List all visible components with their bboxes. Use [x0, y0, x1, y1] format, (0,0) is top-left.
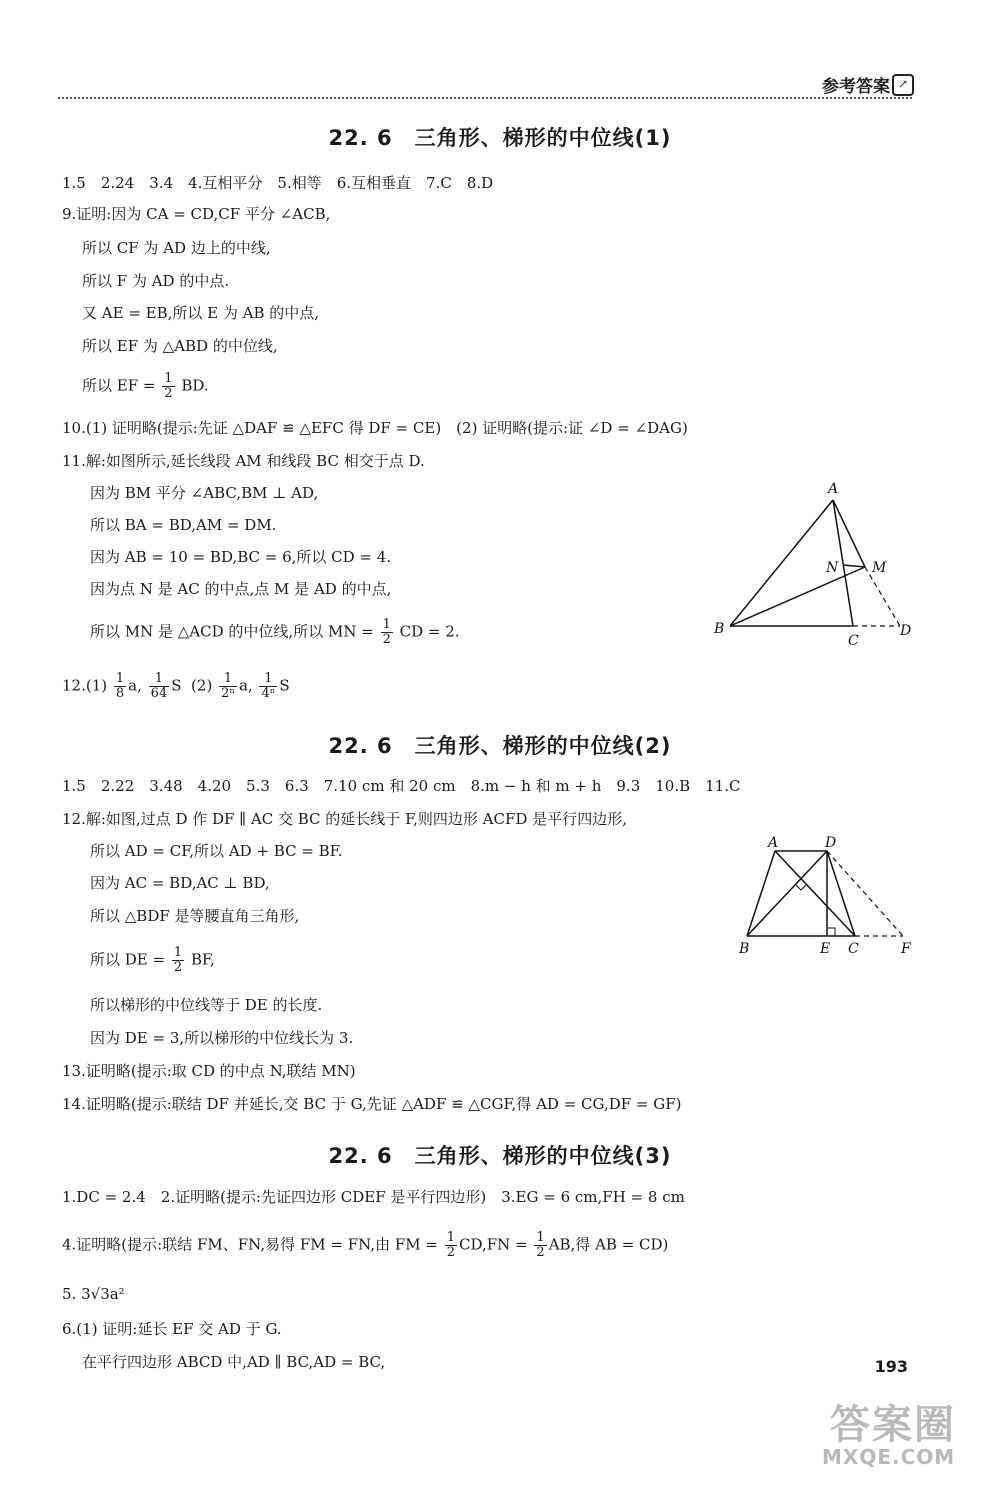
- q5-line: [62, 1283, 125, 1305]
- label-A: A: [828, 481, 839, 497]
- q9-line: 所以 CF 为 AD 边上的中线,: [82, 239, 271, 257]
- q12-line: 所以 AD = CF,所以 AD + BC = BF.: [90, 842, 343, 860]
- label-D: D: [825, 835, 837, 851]
- denominator: 2: [164, 386, 173, 401]
- denominator: 2: [446, 1245, 456, 1260]
- q13-line: 13.证明略(提示:取 CD 的中点 N,联结 MN): [62, 1062, 356, 1080]
- q12-line: 因为 AC = BD,AC ⊥ BD,: [90, 874, 270, 892]
- label-A: A: [768, 835, 779, 851]
- fraction: [445, 1231, 457, 1260]
- section-title: 22. 6 三角形、梯形的中位线(2): [328, 734, 672, 758]
- section-title: 22. 6 三角形、梯形的中位线(1): [328, 126, 672, 150]
- label-B: B: [714, 621, 725, 637]
- label-N: N: [826, 560, 839, 576]
- denominator: 2: [536, 1245, 545, 1260]
- text: BD.: [181, 376, 209, 395]
- q14-line: 14.证明略(提示:联结 DF 并延长,交 BC 于 G,先证 △ADF ≌ △CGF,得 AD = CG,DF = GF): [62, 1095, 682, 1113]
- text: CD,FN =: [459, 1235, 528, 1254]
- denominator: 64: [150, 686, 168, 701]
- fraction: [149, 672, 170, 701]
- figure-triangle: [700, 475, 930, 655]
- numerator: 1: [173, 945, 183, 960]
- answers-line: 1.DC = 2.4 2.证明略(提示:先证四边形 CDEF 是平行四边形) 3.EG = 6 cm,FH = 8 cm: [62, 1188, 685, 1206]
- q12-line: 所以梯形的中位线等于 DE 的长度.: [90, 996, 323, 1014]
- denominator: 2: [173, 960, 183, 975]
- q10-line: 10.(1) 证明略(提示:先证 △DAF ≌ △EFC 得 DF = CE) (2) 证明略(提示:证 ∠D = ∠DAG): [62, 419, 688, 437]
- label-M: M: [872, 560, 887, 576]
- watermark: [822, 1393, 956, 1469]
- denominator: 2: [382, 632, 391, 647]
- label-E: E: [820, 941, 831, 957]
- watermark-site: MXQE.COM: [822, 1445, 956, 1469]
- answers-line: 1.5 2.22 3.48 4.20 5.3 6.3 7.10 cm 和 20 cm 8.m − h 和 m + h 9.3 10.B 11.C: [62, 777, 741, 795]
- q6-line: 6.(1) 证明:延长 EF 交 AD 于 G.: [62, 1320, 282, 1338]
- fraction: [381, 618, 393, 647]
- label-B: B: [739, 941, 750, 957]
- text: S: [171, 676, 182, 695]
- text: 所以 MN 是 △ACD 的中位线,所以 MN =: [90, 622, 374, 641]
- watermark-main: 答案圈: [830, 1402, 956, 1448]
- fraction: [534, 1231, 546, 1260]
- label-F: F: [901, 941, 911, 957]
- denominator: 2ⁿ: [221, 686, 235, 701]
- text: 4.证明略(提示:联结 FM、FN,易得 FM = FN,由 FM =: [62, 1235, 438, 1254]
- text: 5.: [62, 1285, 77, 1303]
- q12-line: [62, 672, 290, 701]
- text: a,: [128, 676, 142, 695]
- q11-conclusion: [90, 618, 460, 647]
- label-D: D: [900, 623, 912, 639]
- fraction: [259, 672, 277, 701]
- page-number: 193: [874, 1357, 908, 1376]
- numerator: 1: [115, 671, 125, 686]
- text: S: [279, 676, 290, 695]
- q9-line: 9.证明:因为 CA = CD,CF 平分 ∠ACB,: [62, 205, 331, 223]
- q9-line: 所以 EF 为 △ABD 的中位线,: [82, 337, 278, 355]
- q4-line: [62, 1231, 668, 1260]
- q11-line: 所以 BA = BD,AM = DM.: [90, 516, 277, 534]
- q5-value: 3√3a²: [81, 1285, 125, 1303]
- section-title: 22. 6 三角形、梯形的中位线(3): [328, 1144, 672, 1168]
- header-divider: [58, 97, 912, 99]
- numerator: 1: [154, 671, 164, 686]
- denominator: 4ⁿ: [261, 686, 276, 701]
- q9-line: 所以 F 为 AD 的中点.: [82, 272, 230, 290]
- label-C: C: [848, 633, 859, 649]
- q11-line: 因为点 N 是 AC 的中点,点 M 是 AD 的中点,: [90, 580, 392, 598]
- numerator: 1: [446, 1230, 456, 1245]
- text: a,: [238, 676, 253, 695]
- denominator: 8: [115, 686, 125, 701]
- fraction: [172, 946, 184, 975]
- label-C: C: [848, 941, 859, 957]
- text: CD = 2.: [399, 622, 460, 641]
- answers-line: 1.5 2.24 3.4 4.互相平分 5.相等 6.互相垂直 7.C 8.D: [62, 174, 494, 192]
- text: AB,得 AB = CD): [548, 1235, 669, 1254]
- figure-trapezoid: [735, 835, 925, 965]
- q12-line: 所以 △BDF 是等腰直角三角形,: [90, 907, 300, 925]
- numerator: 1: [164, 371, 173, 386]
- q11-line: 因为 BM 平分 ∠ABC,BM ⊥ AD,: [90, 484, 319, 502]
- numerator: 1: [264, 671, 273, 686]
- fraction: [162, 372, 174, 401]
- numerator: 1: [382, 617, 391, 632]
- q12-line: 因为 DE = 3,所以梯形的中位线长为 3.: [90, 1029, 354, 1047]
- header-label: 参考答案: [822, 77, 890, 97]
- text: 所以 DE =: [90, 950, 166, 969]
- q11-line: 11.解:如图所示,延长线段 AM 和线段 BC 相交于点 D.: [62, 452, 425, 470]
- q6-line: 在平行四边形 ABCD 中,AD ∥ BC,AD = BC,: [82, 1353, 386, 1371]
- text: 12.(1): [62, 676, 108, 695]
- q12-line: 12.解:如图,过点 D 作 DF ∥ AC 交 BC 的延长线于 F,则四边形 ACFD 是平行四边形,: [62, 810, 627, 828]
- answer-icon: ↗: [892, 74, 914, 96]
- text: 所以 EF =: [82, 376, 156, 395]
- q11-line: 因为 AB = 10 = BD,BC = 6,所以 CD = 4.: [90, 548, 392, 566]
- fraction: [114, 672, 126, 701]
- numerator: 1: [223, 671, 233, 686]
- text: BF,: [190, 950, 215, 969]
- q12-de: [90, 946, 215, 975]
- text: (2): [191, 676, 213, 695]
- fraction: [219, 672, 237, 701]
- q9-conclusion: [82, 372, 209, 401]
- numerator: 1: [536, 1230, 545, 1245]
- q9-line: 又 AE = EB,所以 E 为 AB 的中点,: [82, 304, 320, 322]
